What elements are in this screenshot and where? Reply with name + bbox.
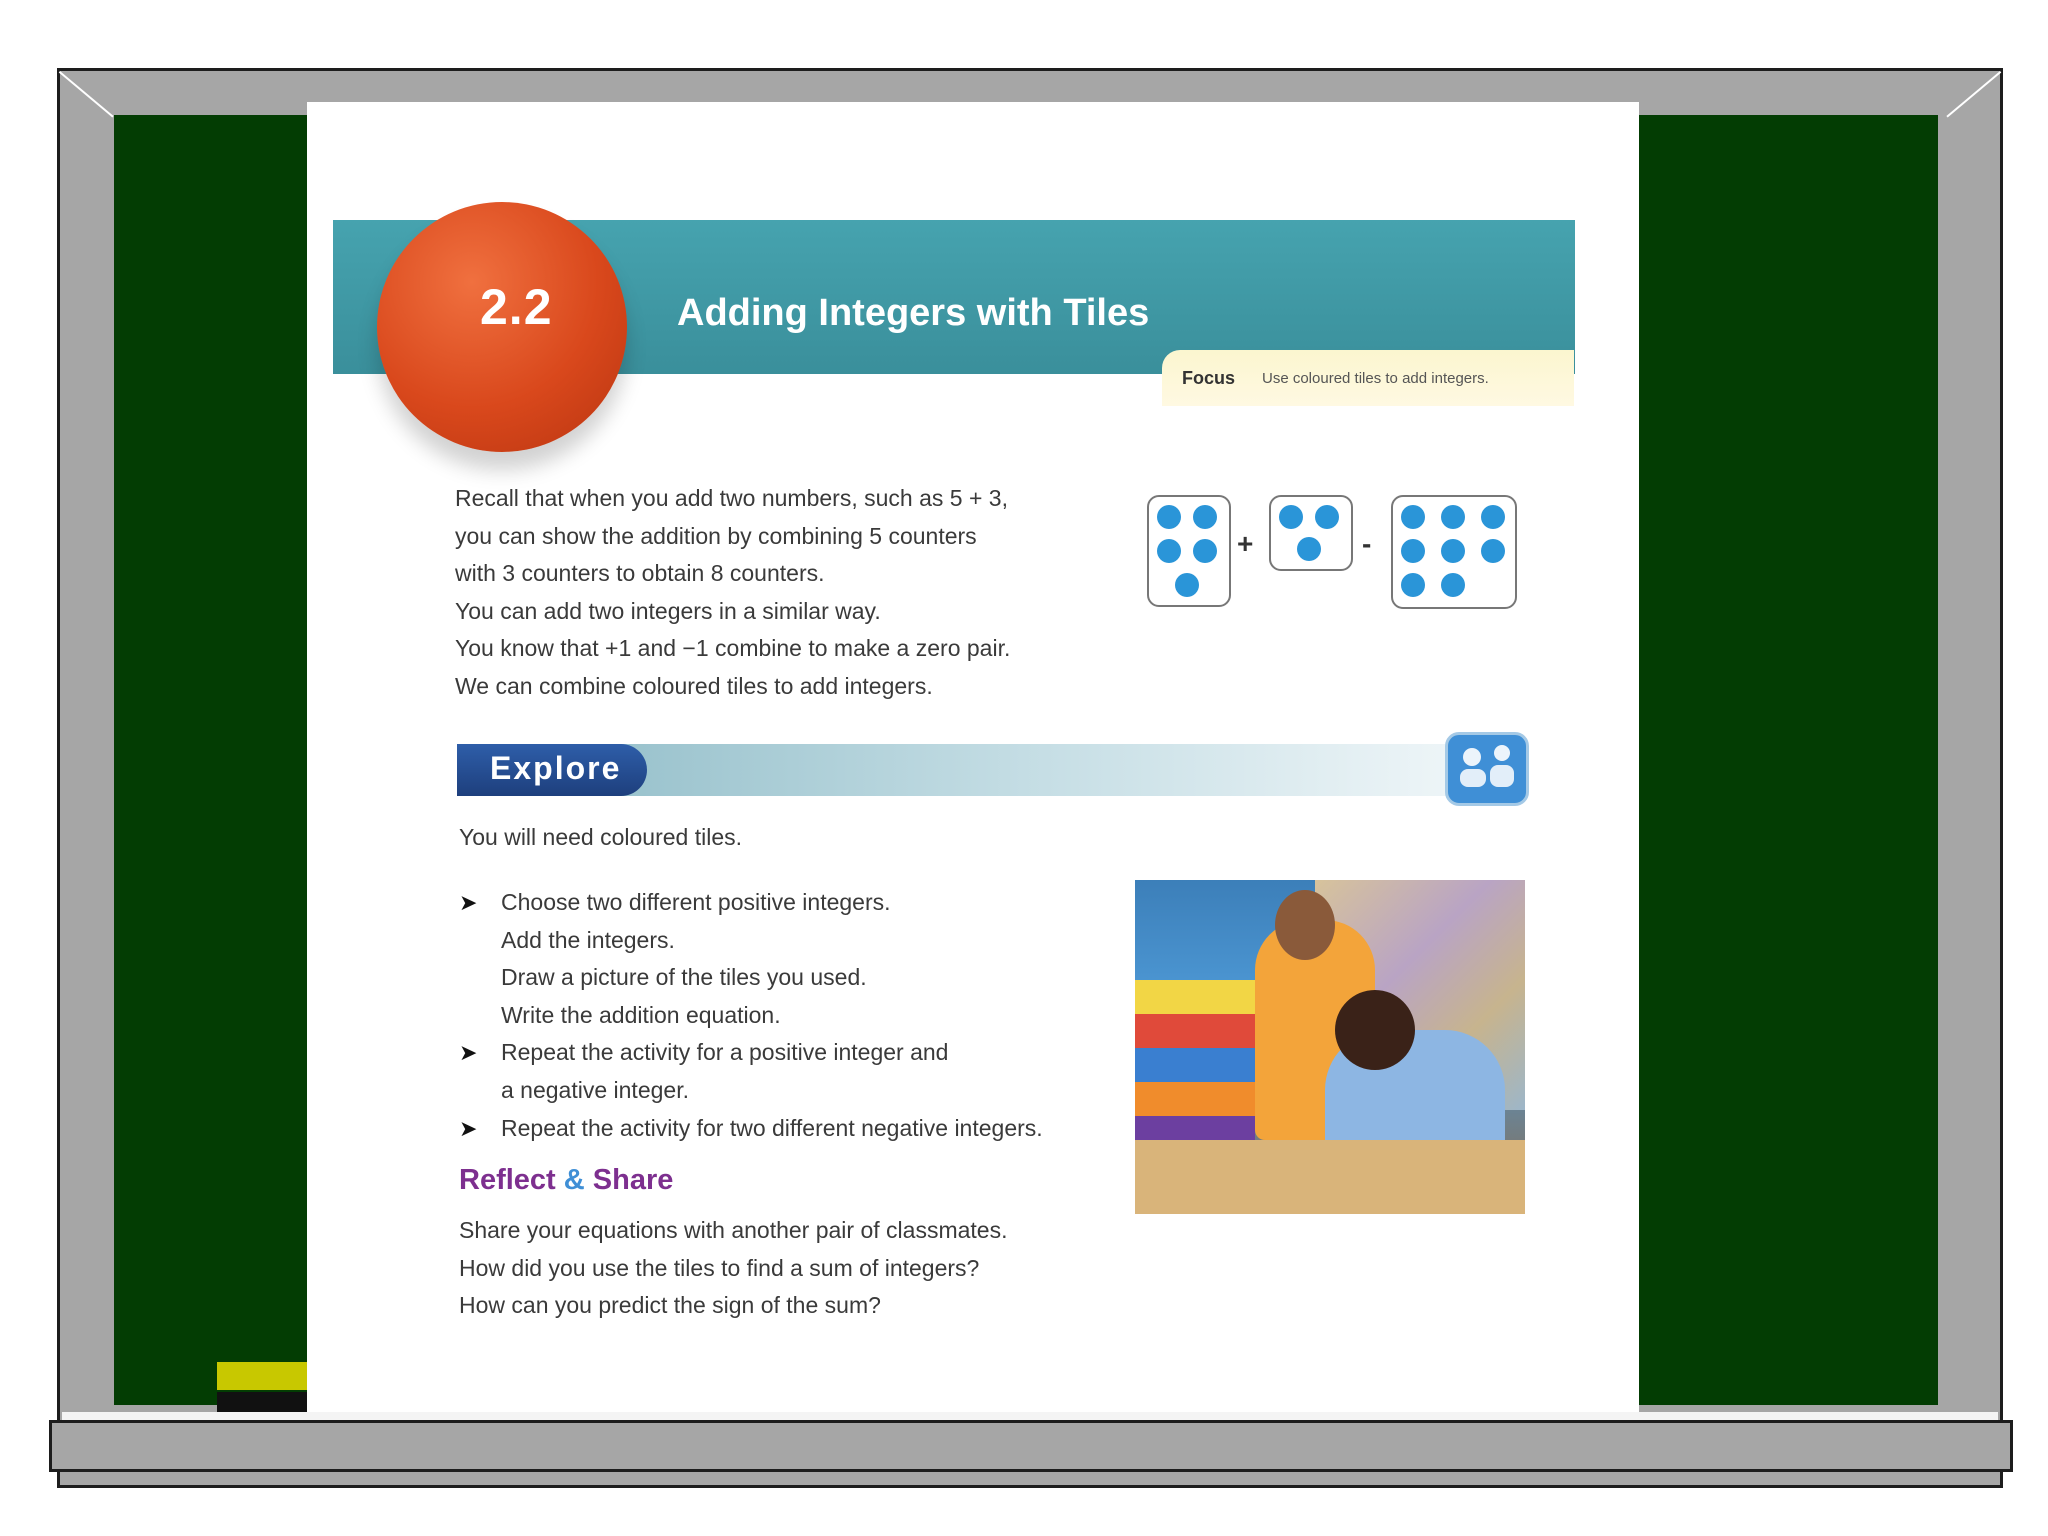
chalk-stick <box>217 1362 307 1390</box>
counters-illustration <box>1137 492 1517 612</box>
counter-dot <box>1481 539 1505 563</box>
chalk-ledge <box>49 1420 2013 1472</box>
arrow-bullet-icon: ➤ <box>459 890 478 915</box>
explore-step <box>459 1110 1159 1148</box>
explore-step <box>459 1034 1159 1109</box>
counter-dot <box>1401 573 1425 597</box>
counter-dot <box>1441 505 1465 529</box>
counter-dot <box>1193 539 1217 563</box>
counter-dot <box>1157 539 1181 563</box>
reflect-word: Reflect <box>459 1164 564 1196</box>
intro-line: We can combine coloured tiles to add integers. <box>455 672 933 699</box>
intro-line: with 3 counters to obtain 8 counters. <box>455 560 825 587</box>
counter-die-eight <box>1391 495 1517 609</box>
plus-sign: + <box>1237 528 1254 559</box>
counter-dot <box>1315 505 1339 529</box>
people-group-icon <box>1445 732 1529 806</box>
step-line: Add the integers. <box>501 926 675 953</box>
frame-bevel <box>1946 71 2001 118</box>
arrow-bullet-icon: ➤ <box>459 1040 478 1066</box>
materials-needed: You will need coloured tiles. <box>459 824 742 850</box>
counter-dot <box>1441 539 1465 563</box>
step-line: Draw a picture of the tiles you used. <box>501 964 867 991</box>
explore-heading: Explore <box>490 750 622 786</box>
ampersand: & <box>563 1164 585 1196</box>
focus-box <box>1162 350 1574 406</box>
focus-label: Focus <box>1182 368 1236 388</box>
board-eraser <box>217 1392 307 1412</box>
frame-bevel <box>59 71 114 118</box>
tile-shelf <box>1135 980 1255 1150</box>
section-number: 2.2 <box>480 279 553 335</box>
counter-die-five <box>1147 495 1231 607</box>
counter-dot <box>1175 573 1199 597</box>
lesson-title: Adding Integers with Tiles <box>677 292 1150 334</box>
student-head <box>1335 990 1415 1070</box>
counter-dot <box>1157 505 1181 529</box>
step-line: Repeat the activity for two different negative integers. <box>501 1114 1043 1141</box>
step-line: Repeat the activity for a positive integer and <box>501 1039 949 1066</box>
textbook-page <box>307 102 1639 1412</box>
reflect-line: How can you predict the sign of the sum? <box>459 1292 881 1319</box>
step-line: Write the addition equation. <box>501 1001 781 1028</box>
reflect-line: Share your equations with another pair of classmates. <box>459 1217 1008 1243</box>
desk <box>1135 1140 1525 1214</box>
step-line: Choose two different positive integers. <box>501 889 891 915</box>
share-word: Share <box>584 1164 674 1196</box>
arrow-bullet-icon: ➤ <box>459 1115 478 1141</box>
counter-dot <box>1193 505 1217 529</box>
classroom-photo <box>1135 880 1525 1214</box>
equals-sign: - <box>1362 528 1372 559</box>
intro-line: Recall that when you add two numbers, such as 5 + 3, <box>455 485 1008 511</box>
counter-dot <box>1401 539 1425 563</box>
intro-paragraph <box>455 480 1115 706</box>
explore-steps <box>459 884 1159 1147</box>
counter-dot <box>1401 505 1425 529</box>
counter-dot <box>1297 537 1321 561</box>
focus-text: Use coloured tiles to add integers. <box>1262 370 1489 387</box>
reflect-share-heading <box>459 1164 673 1197</box>
reflect-line: How did you use the tiles to find a sum of integers? <box>459 1254 980 1281</box>
intro-line: you can show the addition by combining 5 counters <box>455 522 977 549</box>
teacher-head <box>1275 890 1335 960</box>
intro-line: You know that +1 and −1 combine to make a zero pair. <box>455 635 1011 662</box>
counter-die-three <box>1269 495 1353 571</box>
counter-dot <box>1279 505 1303 529</box>
counter-dot <box>1441 573 1465 597</box>
step-line: a negative integer. <box>501 1076 689 1103</box>
counter-dot <box>1481 505 1505 529</box>
explore-step <box>459 884 1159 1034</box>
reflect-share-body <box>459 1212 1007 1325</box>
intro-line: You can add two integers in a similar way. <box>455 597 881 624</box>
